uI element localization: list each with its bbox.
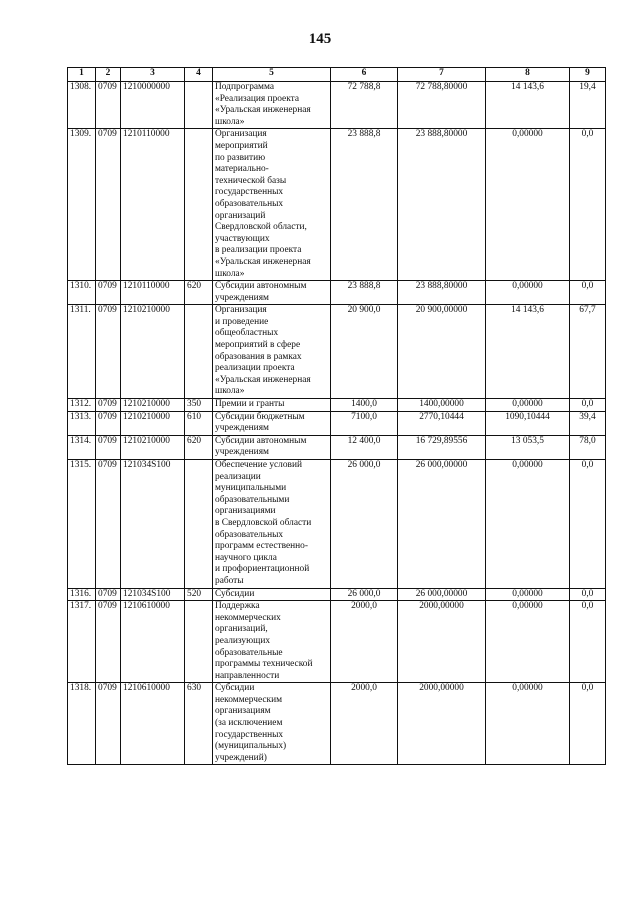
- target-article: 1210210000: [121, 399, 185, 412]
- table-row: [68, 588, 606, 601]
- planned-amount: 2000,0: [331, 601, 398, 683]
- col-header-7: 7: [398, 68, 486, 82]
- expense-type: 350: [185, 399, 213, 412]
- table-row: [68, 129, 606, 281]
- row-number: 1318.: [68, 683, 96, 765]
- executed-amount: 0,00000: [486, 588, 570, 601]
- expense-type: [185, 601, 213, 683]
- table-row: [68, 399, 606, 412]
- expense-type: 630: [185, 683, 213, 765]
- expense-type: [185, 82, 213, 129]
- item-name: Субсидии бюджетным учреждениям: [213, 411, 331, 435]
- item-name: Обеспечение условий реализации муниципальными образовательными организациями в Свердловской области образовательных программ естественно- научного цикла и профориентационной работы: [213, 460, 331, 589]
- section-code: 0709: [96, 411, 121, 435]
- table-row: [68, 411, 606, 435]
- section-code: 0709: [96, 281, 121, 305]
- executed-amount: 0,00000: [486, 129, 570, 281]
- execution-percent: 78,0: [570, 435, 606, 459]
- row-number: 1309.: [68, 129, 96, 281]
- item-name: Премии и гранты: [213, 399, 331, 412]
- execution-percent: 0,0: [570, 460, 606, 589]
- adjusted-amount: 16 729,89556: [398, 435, 486, 459]
- target-article: 1210610000: [121, 601, 185, 683]
- section-code: 0709: [96, 129, 121, 281]
- executed-amount: 14 143,6: [486, 82, 570, 129]
- adjusted-amount: 2000,00000: [398, 683, 486, 765]
- table-row: [68, 683, 606, 765]
- col-header-4: 4: [185, 68, 213, 82]
- execution-percent: 0,0: [570, 683, 606, 765]
- planned-amount: 26 000,0: [331, 460, 398, 589]
- planned-amount: 12 400,0: [331, 435, 398, 459]
- item-name: Субсидии автономным учреждениям: [213, 435, 331, 459]
- executed-amount: 1090,10444: [486, 411, 570, 435]
- col-header-3: 3: [121, 68, 185, 82]
- expense-type: [185, 460, 213, 589]
- item-name: Поддержка некоммерческих организаций, реализующих образовательные программы технической направленности: [213, 601, 331, 683]
- row-number: 1314.: [68, 435, 96, 459]
- adjusted-amount: 20 900,00000: [398, 305, 486, 399]
- expense-type: [185, 305, 213, 399]
- table-row: [68, 82, 606, 129]
- target-article: 1210210000: [121, 435, 185, 459]
- target-article: 1210000000: [121, 82, 185, 129]
- table-row: [68, 305, 606, 399]
- budget-table: [67, 67, 606, 765]
- target-article: 1210110000: [121, 281, 185, 305]
- executed-amount: 0,00000: [486, 683, 570, 765]
- section-code: 0709: [96, 435, 121, 459]
- expense-type: 620: [185, 435, 213, 459]
- target-article: 1210110000: [121, 129, 185, 281]
- execution-percent: 19,4: [570, 82, 606, 129]
- section-code: 0709: [96, 683, 121, 765]
- adjusted-amount: 2000,00000: [398, 601, 486, 683]
- executed-amount: 14 143,6: [486, 305, 570, 399]
- executed-amount: 0,00000: [486, 601, 570, 683]
- row-number: 1317.: [68, 601, 96, 683]
- table-row: [68, 601, 606, 683]
- row-number: 1315.: [68, 460, 96, 589]
- executed-amount: 0,00000: [486, 281, 570, 305]
- row-number: 1313.: [68, 411, 96, 435]
- col-header-8: 8: [486, 68, 570, 82]
- target-article: 121034S100: [121, 588, 185, 601]
- adjusted-amount: 1400,00000: [398, 399, 486, 412]
- table-row: [68, 435, 606, 459]
- section-code: 0709: [96, 399, 121, 412]
- target-article: 1210610000: [121, 683, 185, 765]
- item-name: Субсидии некоммерческим организациям (за исключением государственных (муниципальных) учреждений): [213, 683, 331, 765]
- execution-percent: 0,0: [570, 129, 606, 281]
- execution-percent: 39,4: [570, 411, 606, 435]
- planned-amount: 23 888,8: [331, 129, 398, 281]
- adjusted-amount: 26 000,00000: [398, 588, 486, 601]
- adjusted-amount: 26 000,00000: [398, 460, 486, 589]
- row-number: 1310.: [68, 281, 96, 305]
- row-number: 1308.: [68, 82, 96, 129]
- expense-type: 610: [185, 411, 213, 435]
- item-name: Субсидии: [213, 588, 331, 601]
- planned-amount: 2000,0: [331, 683, 398, 765]
- adjusted-amount: 23 888,80000: [398, 281, 486, 305]
- col-header-1: 1: [68, 68, 96, 82]
- execution-percent: 0,0: [570, 399, 606, 412]
- executed-amount: 0,00000: [486, 460, 570, 589]
- item-name: Организация и проведение общеобластных мероприятий в сфере образования в рамках реализации проекта «Уральская инженерная школа»: [213, 305, 331, 399]
- section-code: 0709: [96, 305, 121, 399]
- adjusted-amount: 72 788,80000: [398, 82, 486, 129]
- planned-amount: 1400,0: [331, 399, 398, 412]
- col-header-9: 9: [570, 68, 606, 82]
- row-number: 1312.: [68, 399, 96, 412]
- header-row: [68, 68, 606, 82]
- col-header-2: 2: [96, 68, 121, 82]
- planned-amount: 20 900,0: [331, 305, 398, 399]
- col-header-5: 5: [213, 68, 331, 82]
- section-code: 0709: [96, 460, 121, 589]
- adjusted-amount: 2770,10444: [398, 411, 486, 435]
- table-row: [68, 460, 606, 589]
- item-name: Субсидии автономным учреждениям: [213, 281, 331, 305]
- target-article: 1210210000: [121, 411, 185, 435]
- planned-amount: 72 788,8: [331, 82, 398, 129]
- expense-type: 620: [185, 281, 213, 305]
- planned-amount: 26 000,0: [331, 588, 398, 601]
- execution-percent: 0,0: [570, 281, 606, 305]
- expense-type: 520: [185, 588, 213, 601]
- table-row: [68, 281, 606, 305]
- target-article: 121034S100: [121, 460, 185, 589]
- planned-amount: 23 888,8: [331, 281, 398, 305]
- executed-amount: 13 053,5: [486, 435, 570, 459]
- col-header-6: 6: [331, 68, 398, 82]
- execution-percent: 67,7: [570, 305, 606, 399]
- page-number: 145: [308, 31, 332, 47]
- execution-percent: 0,0: [570, 588, 606, 601]
- item-name: Подпрограмма «Реализация проекта «Уральская инженерная школа»: [213, 82, 331, 129]
- target-article: 1210210000: [121, 305, 185, 399]
- section-code: 0709: [96, 82, 121, 129]
- row-number: 1316.: [68, 588, 96, 601]
- execution-percent: 0,0: [570, 601, 606, 683]
- section-code: 0709: [96, 588, 121, 601]
- section-code: 0709: [96, 601, 121, 683]
- row-number: 1311.: [68, 305, 96, 399]
- item-name: Организация мероприятий по развитию материально- технической базы государственных образовательных организаций Свердловской области, участвующих в реализации проекта «Уральская инженерная школа»: [213, 129, 331, 281]
- adjusted-amount: 23 888,80000: [398, 129, 486, 281]
- executed-amount: 0,00000: [486, 399, 570, 412]
- planned-amount: 7100,0: [331, 411, 398, 435]
- expense-type: [185, 129, 213, 281]
